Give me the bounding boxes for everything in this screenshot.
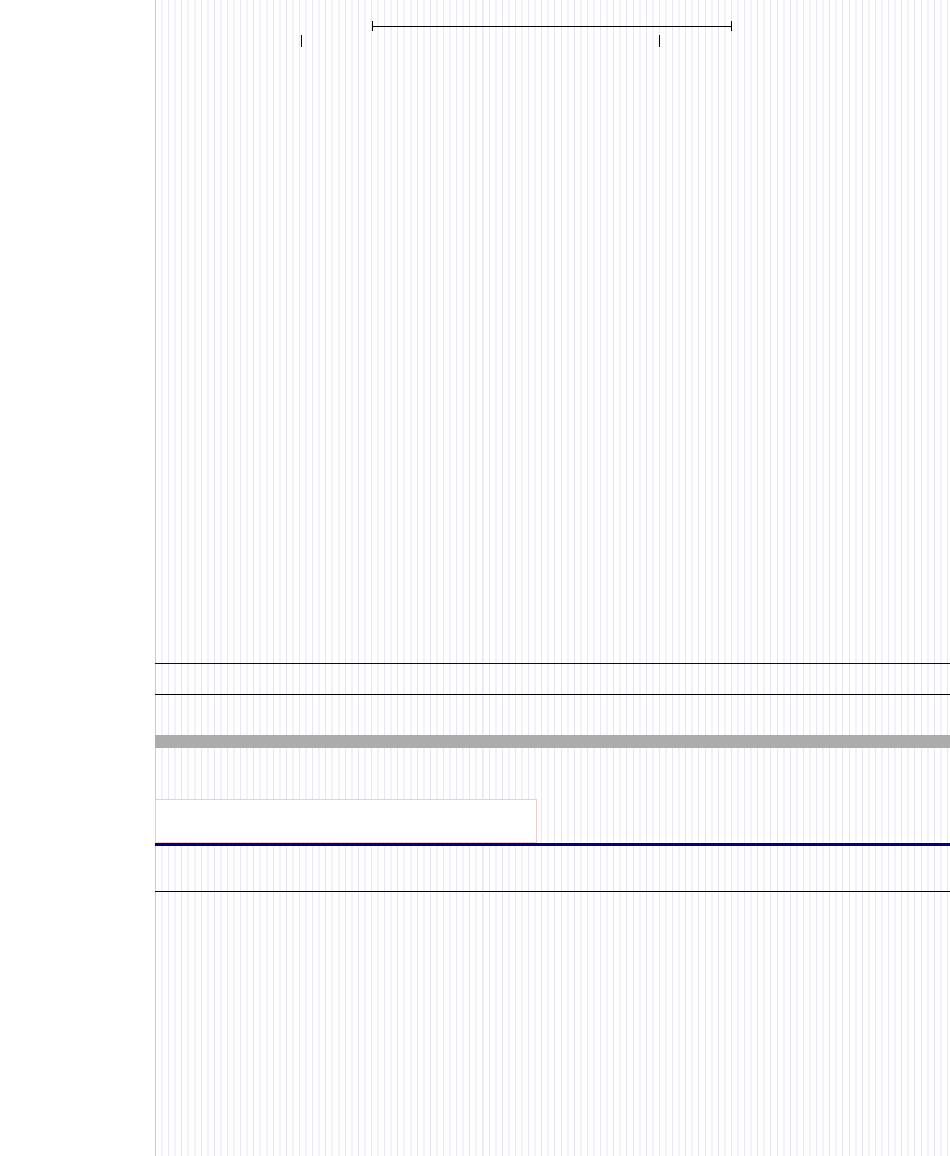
gtex-baseline: [155, 843, 950, 846]
coordinate-right-tick: [659, 35, 660, 47]
omim-gene-bar[interactable]: [155, 735, 950, 748]
gtex-chart-box: [155, 799, 537, 843]
refseq-curated-item[interactable]: [155, 663, 950, 664]
sequences-item[interactable]: [155, 694, 950, 695]
coordinate-left-tick: [301, 35, 302, 47]
window-position-title: [155, 2, 950, 15]
scale-bar: [372, 26, 731, 27]
base-position-gridlines: [155, 0, 950, 1156]
scale-bar-right-tick: [731, 21, 732, 31]
left-edge-guideline: [155, 0, 156, 1156]
h3k27ac-track-baseline: [155, 891, 950, 892]
scale-bar-left-tick: [372, 21, 373, 31]
